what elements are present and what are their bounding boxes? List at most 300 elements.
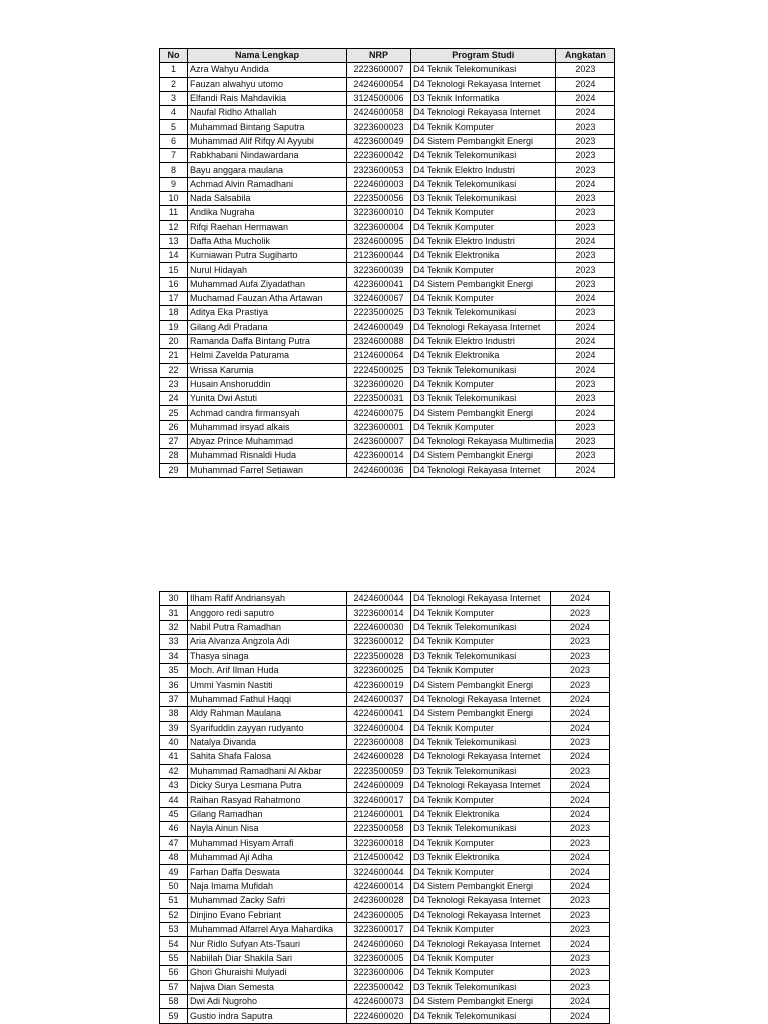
cell-program: D4 Teknik Telekomunikasi: [411, 1009, 551, 1023]
cell-name: Muhammad Alif Rifqy Al Ayyubi: [188, 134, 347, 148]
cell-program: D4 Teknik Komputer: [411, 951, 551, 965]
cell-no: 40: [160, 735, 188, 749]
cell-no: 20: [160, 334, 188, 348]
table-row: [160, 879, 610, 893]
table-row: [160, 707, 610, 721]
cell-no: 19: [160, 320, 188, 334]
cell-program: D3 Teknik Telekomunikasi: [411, 822, 551, 836]
cell-program: D4 Sistem Pembangkit Energi: [411, 277, 556, 291]
cell-no: 21: [160, 349, 188, 363]
table-row: [160, 606, 610, 620]
table-row: [160, 908, 610, 922]
table-row: [160, 91, 615, 105]
table-row: [160, 649, 610, 663]
cell-year: 2023: [556, 163, 615, 177]
cell-year: 2023: [556, 392, 615, 406]
cell-no: 39: [160, 721, 188, 735]
cell-no: 7: [160, 149, 188, 163]
cell-name: Muchamad Fauzan Atha Artawan: [188, 292, 347, 306]
cell-no: 35: [160, 663, 188, 677]
cell-nrp: 3224600067: [347, 292, 411, 306]
cell-no: 44: [160, 793, 188, 807]
cell-nrp: 3223600014: [347, 606, 411, 620]
cell-nrp: 2224500025: [347, 363, 411, 377]
cell-name: Bayu anggara maulana: [188, 163, 347, 177]
cell-name: Muhammad Alfarrel Arya Mahardika: [188, 922, 347, 936]
cell-nrp: 2223500058: [347, 822, 411, 836]
cell-program: D4 Teknologi Rekayasa Internet: [411, 779, 551, 793]
table-row: [160, 764, 610, 778]
cell-nrp: 2423600028: [347, 894, 411, 908]
cell-name: Ramanda Daffa Bintang Putra: [188, 334, 347, 348]
cell-year: 2023: [551, 822, 610, 836]
cell-program: D4 Teknik Komputer: [411, 606, 551, 620]
table-row: [160, 721, 610, 735]
table-row: [160, 106, 615, 120]
cell-nrp: 3223600039: [347, 263, 411, 277]
cell-program: D4 Sistem Pembangkit Energi: [411, 406, 556, 420]
cell-program: D4 Teknik Telekomunikasi: [411, 149, 556, 163]
cell-nrp: 2324600088: [347, 334, 411, 348]
cell-name: Helmi Zavelda Paturama: [188, 349, 347, 363]
table-row: [160, 937, 610, 951]
cell-no: 10: [160, 191, 188, 205]
cell-no: 24: [160, 392, 188, 406]
table-row: [160, 206, 615, 220]
cell-nrp: 2224600003: [347, 177, 411, 191]
cell-program: D4 Sistem Pembangkit Energi: [411, 879, 551, 893]
cell-no: 41: [160, 750, 188, 764]
table-row: [160, 836, 610, 850]
cell-no: 34: [160, 649, 188, 663]
cell-name: Kurniawan Putra Sugiharto: [188, 249, 347, 263]
cell-name: Gustio indra Saputra: [188, 1009, 347, 1023]
cell-nrp: 2423600007: [347, 435, 411, 449]
cell-program: D3 Teknik Telekomunikasi: [411, 649, 551, 663]
cell-year: 2023: [556, 206, 615, 220]
cell-nrp: 2123600044: [347, 249, 411, 263]
cell-program: D4 Teknik Komputer: [411, 263, 556, 277]
cell-name: Naja Imama Mufidah: [188, 879, 347, 893]
cell-year: 2023: [556, 306, 615, 320]
cell-year: 2024: [556, 234, 615, 248]
cell-no: 3: [160, 91, 188, 105]
cell-year: 2024: [551, 692, 610, 706]
cell-year: 2023: [551, 678, 610, 692]
cell-year: 2024: [556, 320, 615, 334]
cell-program: D4 Teknik Elektronika: [411, 349, 556, 363]
cell-nrp: 3224600004: [347, 721, 411, 735]
cell-program: D4 Teknik Komputer: [411, 922, 551, 936]
table-row: [160, 463, 615, 477]
table-row: [160, 1009, 610, 1023]
cell-nrp: 2424600028: [347, 750, 411, 764]
cell-name: Husain Anshoruddin: [188, 377, 347, 391]
cell-nrp: 2124600064: [347, 349, 411, 363]
cell-nrp: 2223500031: [347, 392, 411, 406]
header-name: Nama Lengkap: [188, 49, 347, 63]
table-row: [160, 63, 615, 77]
cell-year: 2024: [551, 707, 610, 721]
cell-program: D4 Teknik Komputer: [411, 206, 556, 220]
cell-no: 31: [160, 606, 188, 620]
table-row: [160, 894, 610, 908]
table-row: [160, 807, 610, 821]
cell-no: 46: [160, 822, 188, 836]
header-year: Angkatan: [556, 49, 615, 63]
cell-nrp: 3223600017: [347, 922, 411, 936]
table-row: [160, 263, 615, 277]
cell-year: 2024: [551, 851, 610, 865]
cell-program: D3 Teknik Telekomunikasi: [411, 392, 556, 406]
cell-no: 22: [160, 363, 188, 377]
cell-program: D4 Teknik Komputer: [411, 793, 551, 807]
cell-no: 30: [160, 592, 188, 606]
cell-name: Azra Wahyu Andida: [188, 63, 347, 77]
cell-nrp: 2424600036: [347, 463, 411, 477]
cell-no: 53: [160, 922, 188, 936]
cell-year: 2023: [556, 277, 615, 291]
cell-name: Nabil Putra Ramadhan: [188, 620, 347, 634]
cell-nrp: 3223600010: [347, 206, 411, 220]
cell-year: 2023: [551, 649, 610, 663]
cell-name: Raihan Rasyad Rahatmono: [188, 793, 347, 807]
cell-name: Ummi Yasmin Nastiti: [188, 678, 347, 692]
cell-year: 2024: [556, 463, 615, 477]
cell-name: Daffa Atha Mucholik: [188, 234, 347, 248]
header-nrp: NRP: [347, 49, 411, 63]
cell-nrp: 3223600001: [347, 420, 411, 434]
cell-year: 2023: [551, 894, 610, 908]
cell-year: 2023: [556, 377, 615, 391]
cell-no: 27: [160, 435, 188, 449]
table-row: [160, 922, 610, 936]
cell-year: 2023: [556, 63, 615, 77]
table-row: [160, 779, 610, 793]
cell-no: 17: [160, 292, 188, 306]
cell-name: Muhammad Farrel Setiawan: [188, 463, 347, 477]
cell-nrp: 2223500025: [347, 306, 411, 320]
cell-year: 2023: [556, 249, 615, 263]
cell-program: D4 Sistem Pembangkit Energi: [411, 678, 551, 692]
cell-name: Abyaz Prince Muhammad: [188, 435, 347, 449]
cell-name: Rabkhabani Nindawardana: [188, 149, 347, 163]
cell-nrp: 4224600014: [347, 879, 411, 893]
cell-nrp: 2124500042: [347, 851, 411, 865]
cell-nrp: 3223600006: [347, 966, 411, 980]
cell-program: D3 Teknik Informatika: [411, 91, 556, 105]
cell-name: Farhan Daffa Deswata: [188, 865, 347, 879]
cell-nrp: 2424600037: [347, 692, 411, 706]
cell-name: Gilang Ramadhan: [188, 807, 347, 821]
table-row: [160, 692, 610, 706]
table-row: [160, 120, 615, 134]
cell-nrp: 3223600023: [347, 120, 411, 134]
cell-name: Muhammad Zacky Safri: [188, 894, 347, 908]
table-row: [160, 793, 610, 807]
cell-year: 2024: [556, 77, 615, 91]
cell-no: 18: [160, 306, 188, 320]
cell-year: 2023: [551, 735, 610, 749]
cell-year: 2023: [556, 263, 615, 277]
cell-name: Muhammad Bintang Saputra: [188, 120, 347, 134]
table-row: [160, 306, 615, 320]
cell-year: 2023: [556, 420, 615, 434]
table-row: [160, 449, 615, 463]
cell-no: 15: [160, 263, 188, 277]
cell-name: Nurul Hidayah: [188, 263, 347, 277]
cell-name: Achmad candra firmansyah: [188, 406, 347, 420]
cell-year: 2023: [551, 951, 610, 965]
cell-name: Wrissa Karumia: [188, 363, 347, 377]
cell-program: D4 Teknik Komputer: [411, 721, 551, 735]
cell-program: D4 Teknologi Rekayasa Internet: [411, 106, 556, 120]
cell-year: 2024: [556, 349, 615, 363]
cell-name: Achmad Alvin Ramadhani: [188, 177, 347, 191]
table-row: [160, 663, 610, 677]
cell-nrp: 4223600014: [347, 449, 411, 463]
cell-no: 51: [160, 894, 188, 908]
table-row: [160, 292, 615, 306]
table-row: [160, 377, 615, 391]
cell-name: Sahita Shafa Falosa: [188, 750, 347, 764]
cell-year: 2023: [556, 191, 615, 205]
cell-program: D3 Teknik Telekomunikasi: [411, 363, 556, 377]
cell-no: 9: [160, 177, 188, 191]
student-table-2: [159, 591, 610, 1024]
cell-no: 55: [160, 951, 188, 965]
header-program: Program Studi: [411, 49, 556, 63]
cell-year: 2024: [551, 937, 610, 951]
cell-no: 56: [160, 966, 188, 980]
cell-nrp: 4224600073: [347, 994, 411, 1008]
cell-program: D4 Teknologi Rekayasa Multimedia: [411, 435, 556, 449]
cell-no: 49: [160, 865, 188, 879]
cell-program: D4 Teknik Komputer: [411, 865, 551, 879]
cell-program: D4 Teknik Komputer: [411, 635, 551, 649]
table-row: [160, 191, 615, 205]
cell-name: Natalya Divanda: [188, 735, 347, 749]
cell-nrp: 2223600008: [347, 735, 411, 749]
cell-program: D4 Teknik Komputer: [411, 663, 551, 677]
cell-program: D4 Teknologi Rekayasa Internet: [411, 692, 551, 706]
table-body-2: [160, 592, 610, 1024]
cell-program: D4 Teknik Komputer: [411, 420, 556, 434]
cell-no: 23: [160, 377, 188, 391]
cell-no: 29: [160, 463, 188, 477]
cell-nrp: 2324600095: [347, 234, 411, 248]
cell-name: Rifqi Raehan Hermawan: [188, 220, 347, 234]
cell-nrp: 3223600012: [347, 635, 411, 649]
cell-no: 52: [160, 908, 188, 922]
cell-program: D4 Teknik Elektro Industri: [411, 334, 556, 348]
cell-program: D3 Teknik Telekomunikasi: [411, 764, 551, 778]
cell-no: 4: [160, 106, 188, 120]
cell-year: 2024: [556, 91, 615, 105]
cell-nrp: 4223600041: [347, 277, 411, 291]
cell-nrp: 4224600075: [347, 406, 411, 420]
cell-name: Dinjino Evano Febriant: [188, 908, 347, 922]
cell-no: 42: [160, 764, 188, 778]
cell-name: Ilham Rafif Andriansyah: [188, 592, 347, 606]
cell-program: D4 Sistem Pembangkit Energi: [411, 134, 556, 148]
cell-year: 2023: [551, 908, 610, 922]
table-row: [160, 951, 610, 965]
cell-year: 2024: [556, 177, 615, 191]
cell-nrp: 2424600060: [347, 937, 411, 951]
cell-no: 2: [160, 77, 188, 91]
cell-name: Elfandi Rais Mahdavikia: [188, 91, 347, 105]
cell-no: 16: [160, 277, 188, 291]
cell-name: Muhammad Risnaldi Huda: [188, 449, 347, 463]
cell-name: Gilang Adi Pradana: [188, 320, 347, 334]
table-row: [160, 220, 615, 234]
cell-nrp: 2223500028: [347, 649, 411, 663]
cell-no: 25: [160, 406, 188, 420]
cell-year: 2023: [556, 120, 615, 134]
cell-no: 50: [160, 879, 188, 893]
cell-name: Nayla Ainun Nisa: [188, 822, 347, 836]
cell-name: Moch. Arif Ilman Huda: [188, 663, 347, 677]
cell-year: 2023: [556, 220, 615, 234]
table-body-1: [160, 63, 615, 478]
cell-name: Aria Alvanza Angzola Adi: [188, 635, 347, 649]
cell-year: 2024: [556, 334, 615, 348]
cell-program: D4 Sistem Pembangkit Energi: [411, 707, 551, 721]
cell-year: 2024: [551, 994, 610, 1008]
table-row: [160, 334, 615, 348]
table-row: [160, 435, 615, 449]
cell-name: Muhammad Hisyam Arrafi: [188, 836, 347, 850]
cell-year: 2024: [551, 793, 610, 807]
cell-nrp: 2223500059: [347, 764, 411, 778]
cell-name: Muhammad Aji Adha: [188, 851, 347, 865]
cell-name: Aditya Eka Prastiya: [188, 306, 347, 320]
cell-program: D4 Teknologi Rekayasa Internet: [411, 592, 551, 606]
cell-name: Najwa Dian Semesta: [188, 980, 347, 994]
cell-name: Muhammad Ramadhani Al Akbar: [188, 764, 347, 778]
cell-no: 45: [160, 807, 188, 821]
cell-nrp: 2424600044: [347, 592, 411, 606]
cell-year: 2024: [551, 807, 610, 821]
cell-nrp: 2424600058: [347, 106, 411, 120]
cell-year: 2024: [556, 106, 615, 120]
cell-nrp: 4223600019: [347, 678, 411, 692]
table-row: [160, 750, 610, 764]
table-row: [160, 77, 615, 91]
cell-year: 2024: [551, 721, 610, 735]
cell-program: D4 Teknik Komputer: [411, 120, 556, 134]
cell-program: D4 Teknik Komputer: [411, 836, 551, 850]
cell-program: D4 Teknik Elektronika: [411, 249, 556, 263]
cell-no: 38: [160, 707, 188, 721]
cell-program: D4 Teknologi Rekayasa Internet: [411, 894, 551, 908]
cell-name: Syarifuddin zayyan rudyanto: [188, 721, 347, 735]
cell-program: D4 Teknik Telekomunikasi: [411, 620, 551, 634]
cell-nrp: 2223500056: [347, 191, 411, 205]
cell-no: 33: [160, 635, 188, 649]
cell-no: 13: [160, 234, 188, 248]
cell-year: 2023: [551, 922, 610, 936]
cell-year: 2024: [551, 779, 610, 793]
table-row: [160, 420, 615, 434]
cell-year: 2023: [551, 966, 610, 980]
cell-program: D3 Teknik Telekomunikasi: [411, 306, 556, 320]
cell-program: D4 Teknik Telekomunikasi: [411, 177, 556, 191]
cell-no: 32: [160, 620, 188, 634]
cell-year: 2024: [551, 865, 610, 879]
cell-year: 2023: [551, 663, 610, 677]
cell-nrp: 2424600054: [347, 77, 411, 91]
cell-name: Aldy Rahman Maulana: [188, 707, 347, 721]
cell-nrp: 2124600001: [347, 807, 411, 821]
cell-name: Dicky Surya Lesmana Putra: [188, 779, 347, 793]
cell-year: 2023: [556, 435, 615, 449]
table-row: [160, 134, 615, 148]
cell-no: 12: [160, 220, 188, 234]
student-table-1: [159, 48, 615, 478]
cell-no: 26: [160, 420, 188, 434]
table-row: [160, 349, 615, 363]
cell-program: D3 Teknik Telekomunikasi: [411, 980, 551, 994]
table-row: [160, 177, 615, 191]
cell-name: Dwi Adi Nugroho: [188, 994, 347, 1008]
cell-nrp: 2423600005: [347, 908, 411, 922]
cell-no: 59: [160, 1009, 188, 1023]
cell-program: D4 Sistem Pembangkit Energi: [411, 994, 551, 1008]
table-row: [160, 392, 615, 406]
cell-no: 11: [160, 206, 188, 220]
cell-nrp: 4224600041: [347, 707, 411, 721]
cell-nrp: 2224600030: [347, 620, 411, 634]
cell-no: 8: [160, 163, 188, 177]
cell-year: 2023: [551, 635, 610, 649]
table-row: [160, 277, 615, 291]
cell-program: D4 Teknik Elektro Industri: [411, 163, 556, 177]
cell-no: 47: [160, 836, 188, 850]
cell-year: 2023: [551, 764, 610, 778]
cell-no: 58: [160, 994, 188, 1008]
cell-no: 57: [160, 980, 188, 994]
cell-program: D4 Teknik Elektronika: [411, 807, 551, 821]
table-row: [160, 822, 610, 836]
cell-program: D3 Teknik Elektronika: [411, 851, 551, 865]
table-row: [160, 635, 610, 649]
cell-name: Ghori Ghuraishi Mulyadi: [188, 966, 347, 980]
cell-name: Thasya sinaga: [188, 649, 347, 663]
header-no: No: [160, 49, 188, 63]
cell-year: 2024: [556, 406, 615, 420]
table-header-row: [160, 49, 615, 63]
cell-name: Muhammad Aufa Ziyadathan: [188, 277, 347, 291]
cell-program: D4 Teknologi Rekayasa Internet: [411, 77, 556, 91]
table-row: [160, 980, 610, 994]
cell-nrp: 3223600018: [347, 836, 411, 850]
cell-no: 36: [160, 678, 188, 692]
cell-year: 2024: [551, 620, 610, 634]
cell-name: Muhammad Fathul Haqqi: [188, 692, 347, 706]
cell-program: D4 Teknologi Rekayasa Internet: [411, 908, 551, 922]
cell-program: D4 Teknik Komputer: [411, 292, 556, 306]
cell-year: 2023: [551, 980, 610, 994]
cell-nrp: 2323600053: [347, 163, 411, 177]
cell-nrp: 3124500006: [347, 91, 411, 105]
cell-year: 2024: [556, 292, 615, 306]
cell-name: Muhammad irsyad alkais: [188, 420, 347, 434]
cell-no: 28: [160, 449, 188, 463]
table-row: [160, 851, 610, 865]
cell-name: Anggoro redi saputro: [188, 606, 347, 620]
